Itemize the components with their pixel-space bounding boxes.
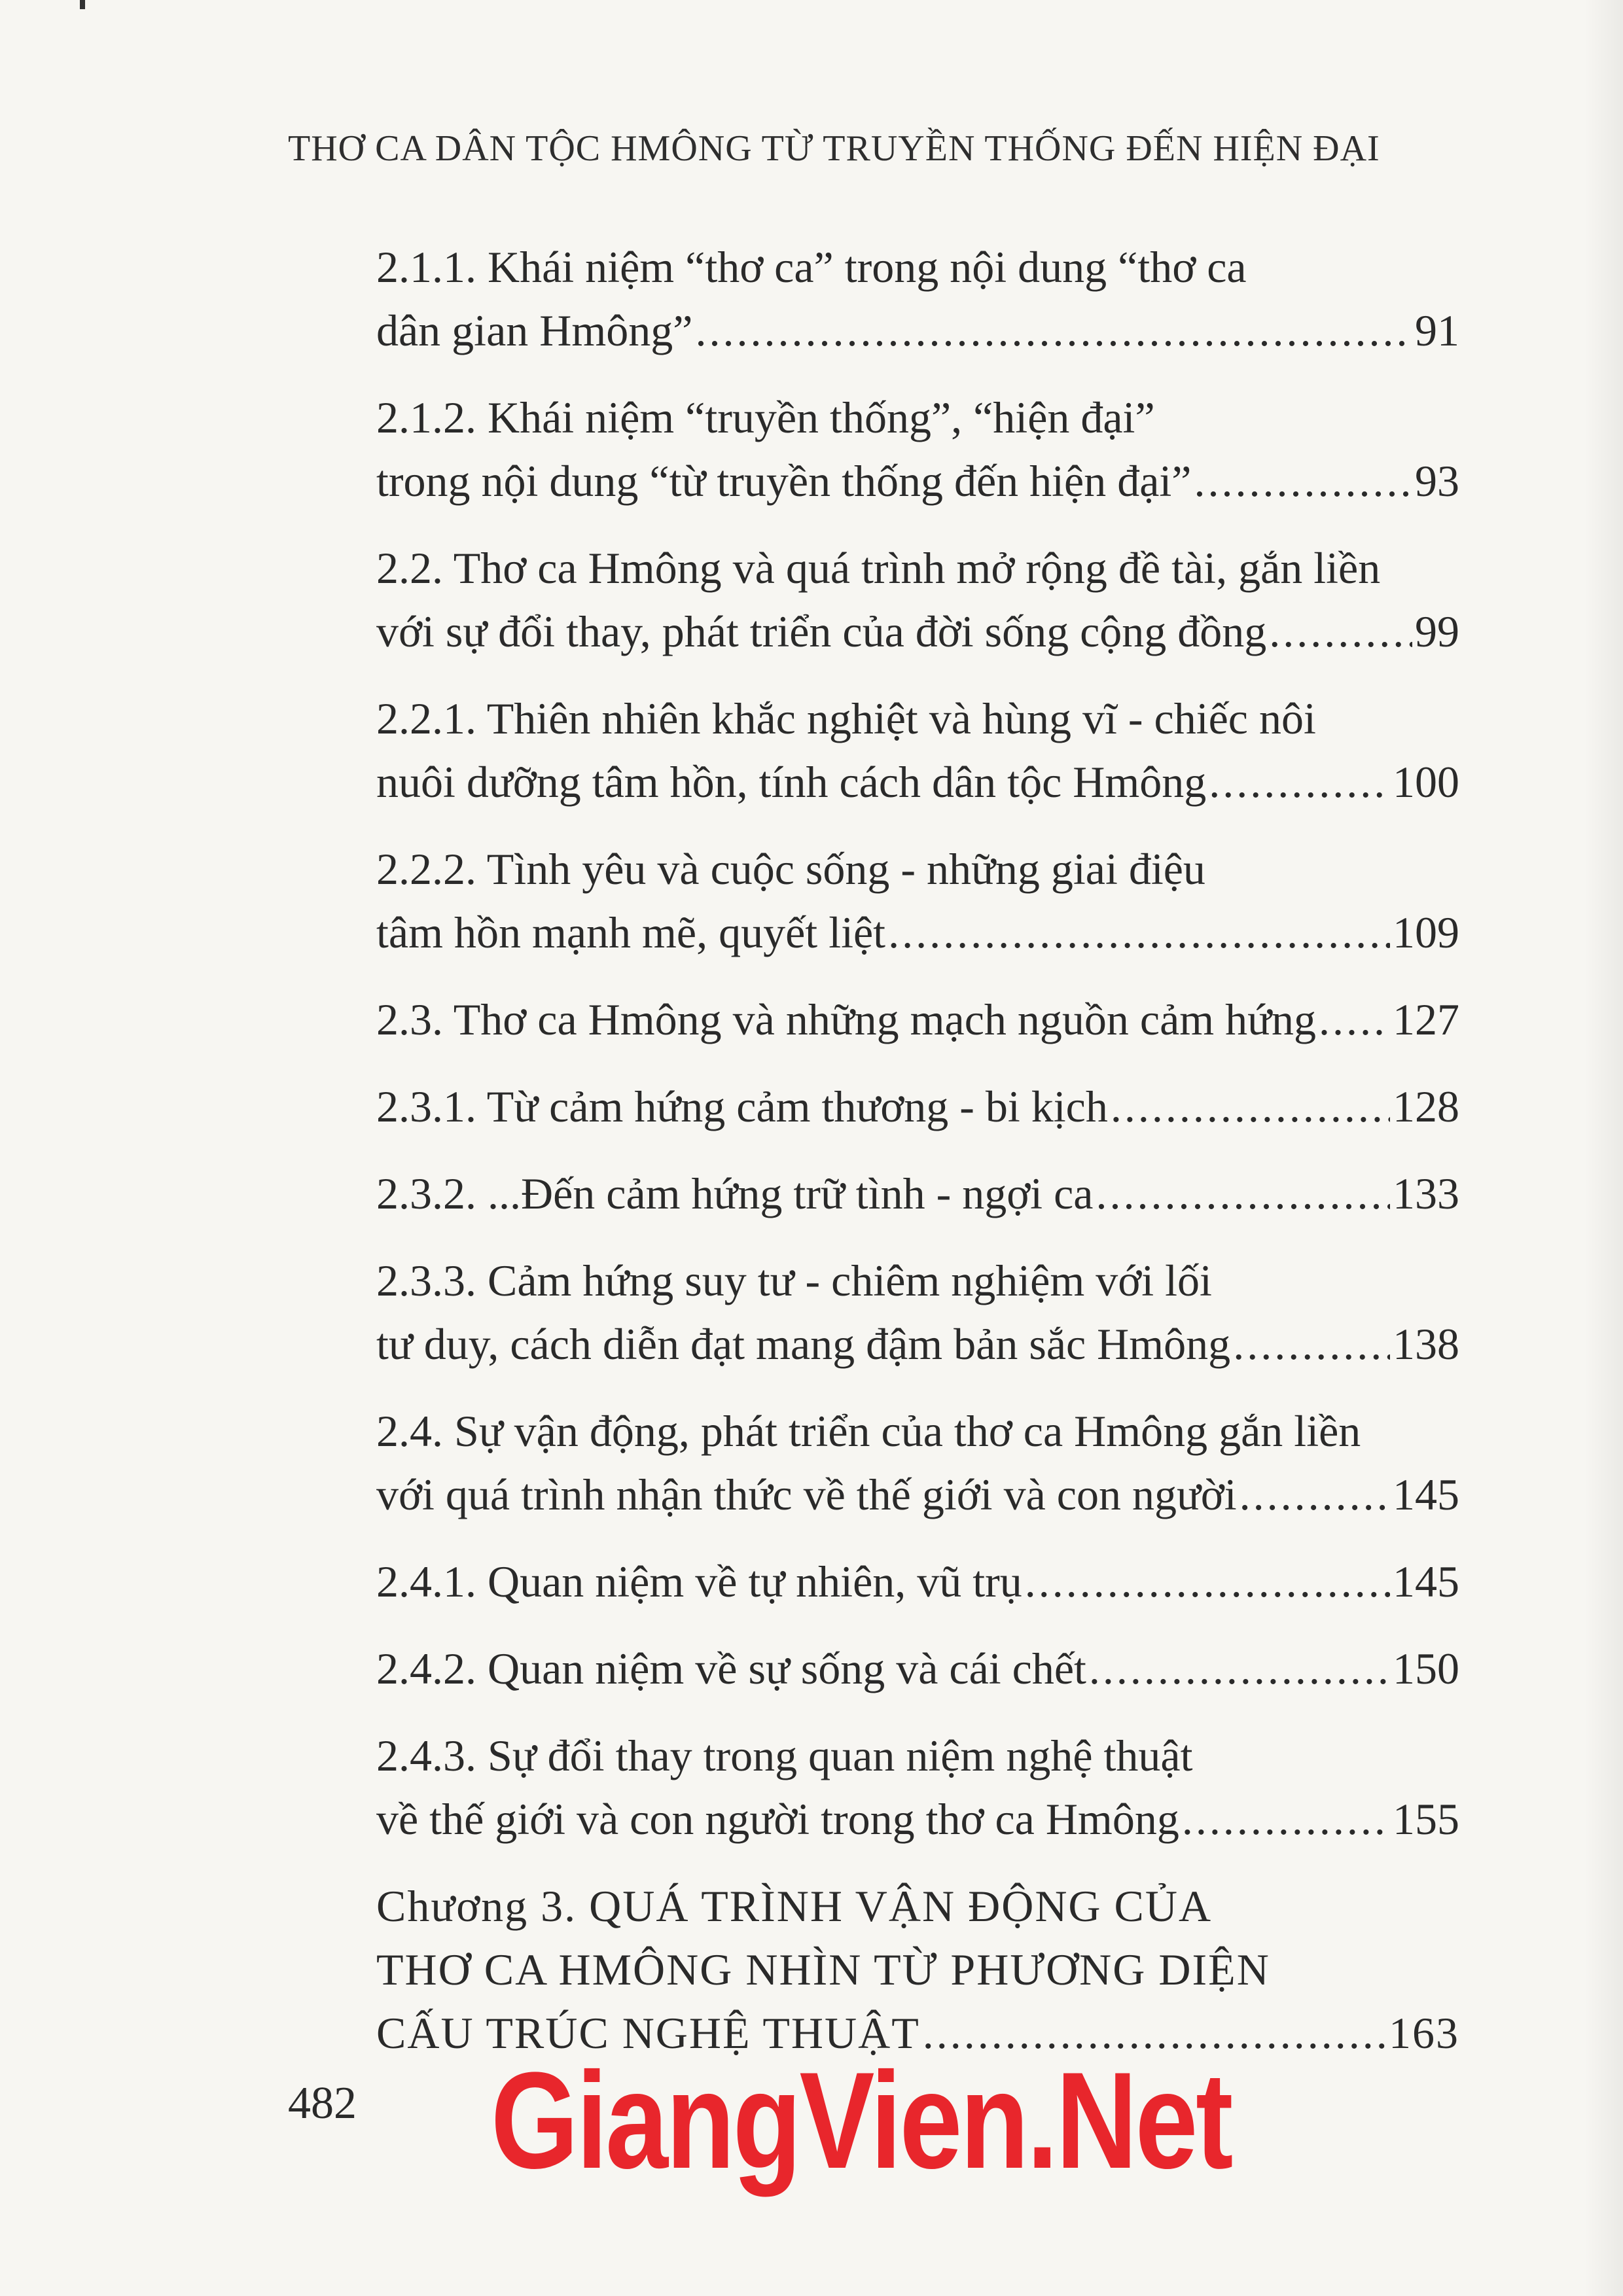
toc-entry-page-number: 128 (1393, 1082, 1459, 1131)
toc-entry-last-line (376, 988, 1459, 1051)
toc-entry-last-line (376, 1463, 1459, 1527)
toc-entry-last-line (376, 1075, 1459, 1139)
toc-entry-page-number: 109 (1393, 908, 1459, 957)
page-edge-shadow (1584, 0, 1623, 2296)
toc-entry-title-line: 2.4.1. Quan niệm về tự nhiên, vũ trụ (376, 1557, 1022, 1606)
toc-entry-last-line (376, 600, 1459, 663)
running-header: THƠ CA DÂN TỘC HMÔNG TỪ TRUYỀN THỐNG ĐẾN HIỆN ĐẠI (288, 128, 1380, 169)
toc-entry-title-line: 2.2.2. Tình yêu và cuộc sống - những giai điệu (376, 844, 1205, 894)
toc-entry-title-line: 2.1.2. Khái niệm “truyền thống”, “hiện đại” (376, 393, 1155, 442)
toc-entry-title-line: 2.4. Sự vận động, phát triển của thơ ca Hmông gắn liền (376, 1406, 1361, 1456)
dot-leader (888, 901, 1390, 964)
toc-entry[interactable] (376, 1724, 1459, 1851)
dot-leader (1319, 988, 1390, 1051)
toc-entry[interactable] (376, 386, 1459, 513)
toc-entry-title-line: tâm hồn mạnh mẽ, quyết liệt (376, 908, 886, 957)
toc-entry-title-line: trong nội dung “từ truyền thống đến hiện đại” (376, 456, 1192, 506)
toc-entry[interactable] (376, 1637, 1459, 1701)
dot-leader (1209, 751, 1390, 814)
toc-entry-title-line: tư duy, cách diễn đạt mang đậm bản sắc Hmông (376, 1319, 1231, 1369)
toc-entry-title-line: 2.1.1. Khái niệm “thơ ca” trong nội dung “thơ ca (376, 242, 1247, 292)
dot-leader (1089, 1637, 1390, 1701)
toc-entry-last-line (376, 1162, 1459, 1226)
edge-mark (80, 0, 85, 9)
toc-entry-page-number: 155 (1393, 1794, 1459, 1844)
watermark-logo: GiangVien.Net (491, 2043, 1232, 2197)
toc-entry-page-number: 91 (1415, 306, 1459, 355)
toc-entry-last-line (376, 450, 1459, 513)
toc-entry-title-line: với sự đổi thay, phát triển của đời sống cộng đồng (376, 607, 1267, 656)
toc-entry-title-line: 2.3. Thơ ca Hmông và những mạch nguồn cảm hứng (376, 995, 1317, 1044)
dot-leader (695, 299, 1412, 362)
toc-entry[interactable] (376, 236, 1459, 362)
toc-entry-page-number: 138 (1393, 1319, 1459, 1369)
toc-entry-last-line (376, 299, 1459, 362)
toc-entry-title-line: 2.2. Thơ ca Hmông và quá trình mở rộng đề tài, gắn liền (376, 543, 1381, 593)
toc-entry-last-line (376, 1637, 1459, 1701)
dot-leader (1096, 1162, 1390, 1226)
dot-leader (1269, 600, 1412, 663)
dot-leader (1194, 450, 1412, 513)
page-number: 482 (288, 2078, 357, 2128)
toc-entry-page-number: 99 (1415, 607, 1459, 656)
toc-entry-page-number: 145 (1393, 1470, 1459, 1519)
toc-entry[interactable] (376, 838, 1459, 964)
toc-entry-title-line: 2.2.1. Thiên nhiên khắc nghiệt và hùng vĩ - chiếc nôi (376, 694, 1316, 743)
dot-leader (1240, 1463, 1390, 1527)
toc-entry-title-line: 2.3.3. Cảm hứng suy tư - chiêm nghiệm với lối (376, 1256, 1212, 1305)
toc-entry-page-number: 150 (1393, 1644, 1459, 1693)
toc-entry-title-line: với quá trình nhận thức về thế giới và con người (376, 1470, 1237, 1519)
toc-entry-title-line: 2.4.2. Quan niệm về sự sống và cái chết (376, 1644, 1086, 1693)
toc-entry-page-number: 93 (1415, 456, 1459, 506)
toc-entry-title-line: THƠ CA HMÔNG NHÌN TỪ PHƯƠNG DIỆN (376, 1945, 1270, 1994)
toc-entry-last-line (376, 1313, 1459, 1376)
toc-entry-page-number: 163 (1389, 2008, 1459, 2058)
toc-entry[interactable] (376, 1550, 1459, 1614)
toc-entry-title-line: dân gian Hmông” (376, 306, 693, 355)
toc-entry-title-line: 2.3.1. Từ cảm hứng cảm thương - bi kịch (376, 1082, 1108, 1131)
toc-entry-last-line (376, 1788, 1459, 1851)
toc-entry[interactable] (376, 1075, 1459, 1139)
table-of-contents (376, 236, 1459, 2089)
toc-entry[interactable] (376, 988, 1459, 1051)
toc-entry-last-line (376, 751, 1459, 814)
dot-leader (1111, 1075, 1390, 1139)
dot-leader (1182, 1788, 1390, 1851)
toc-entry-last-line (376, 1550, 1459, 1614)
toc-entry-page-number: 133 (1393, 1169, 1459, 1218)
toc-entry-title-line: CẤU TRÚC NGHỆ THUẬT (376, 2008, 920, 2058)
toc-entry[interactable] (376, 1400, 1459, 1527)
toc-entry-page-number: 145 (1393, 1557, 1459, 1606)
toc-entry[interactable] (376, 687, 1459, 814)
toc-entry-title-line: 2.4.3. Sự đổi thay trong quan niệm nghệ thuật (376, 1731, 1193, 1780)
dot-leader (1233, 1313, 1390, 1376)
toc-entry[interactable] (376, 1249, 1459, 1376)
toc-entry[interactable] (376, 1875, 1459, 2065)
toc-entry-title-line: về thế giới và con người trong thơ ca Hmông (376, 1794, 1179, 1844)
toc-entry[interactable] (376, 1162, 1459, 1226)
toc-entry-title-line: Chương 3. QUÁ TRÌNH VẬN ĐỘNG CỦA (376, 1881, 1213, 1931)
toc-entry-title-line: 2.3.2. ...Đến cảm hứng trữ tình - ngợi ca (376, 1169, 1094, 1218)
dot-leader (1025, 1550, 1390, 1614)
toc-entry-title-line: nuôi dưỡng tâm hồn, tính cách dân tộc Hmông (376, 757, 1207, 807)
toc-entry-page-number: 127 (1393, 995, 1459, 1044)
toc-entry-last-line (376, 901, 1459, 964)
toc-entry[interactable] (376, 537, 1459, 663)
toc-entry-page-number: 100 (1393, 757, 1459, 807)
